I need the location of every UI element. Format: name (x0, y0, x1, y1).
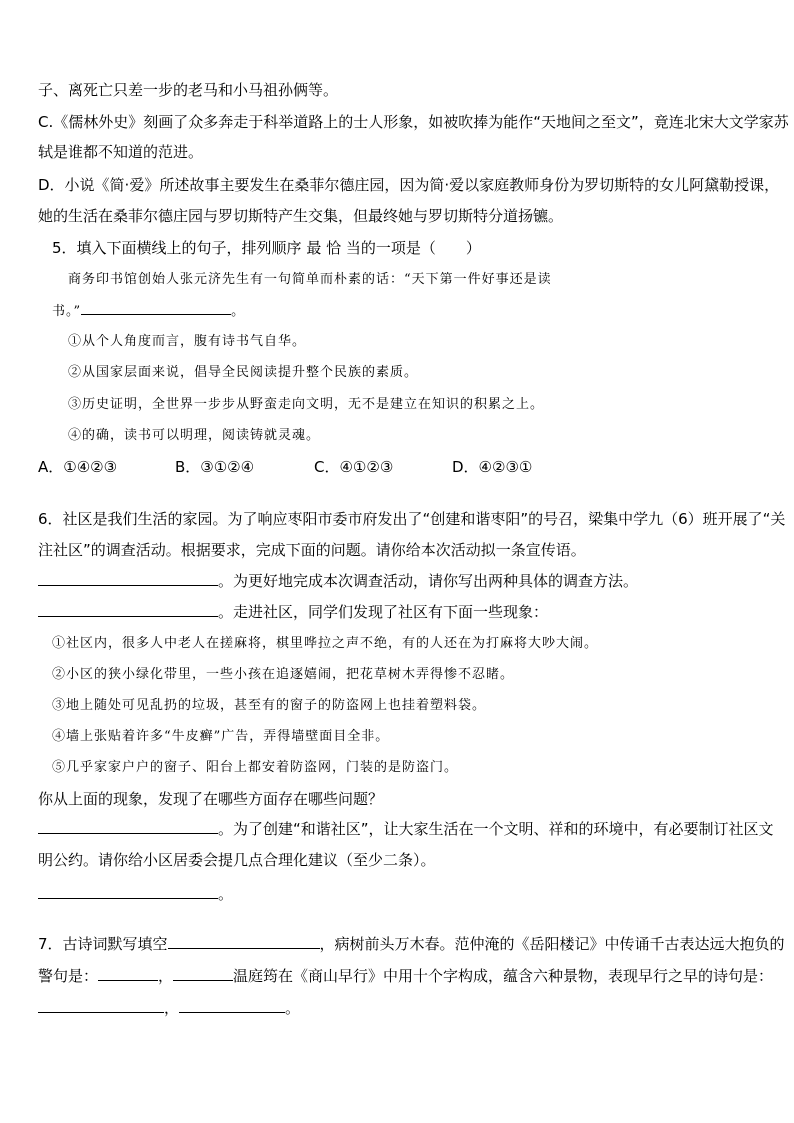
q5-option-d[interactable]: D．④②③① (452, 458, 533, 476)
q7-text: 警句是： (38, 967, 99, 985)
answer-blank[interactable] (98, 966, 158, 981)
q6-phenomenon: ⑤几乎家家户户的窗子、阳台上都安着防盗网，门装的是防盗门。 (52, 760, 459, 775)
q5-option-c[interactable]: C．④①②③ (314, 458, 394, 476)
q6-text-line: 6．社区是我们生活的家园。为了响应枣阳市委市府发出了“创建和谐枣阳”的号召，梁集中学九（6）班开展了“关 (38, 510, 786, 528)
q5-option-a[interactable]: A．①④②③ (38, 458, 118, 476)
q5-sentence: ②从国家层面来说，倡导全民阅读提升整个民族的素质。 (68, 365, 419, 380)
answer-blank[interactable] (168, 934, 320, 949)
q6-text-line (38, 602, 548, 622)
q5-option-b[interactable]: B．③①②④ (175, 458, 255, 476)
q7-text: 7．古诗词默写填空 (38, 935, 168, 953)
q6-text: 。为更好地完成本次调查活动，请你写出两种具体的调查方法。 (218, 572, 639, 590)
q6-text-line: 注社区”的调查活动。根据要求，完成下面的问题。请你给本次活动拟一条宣传语。 (38, 541, 586, 559)
q6-text-line (38, 884, 233, 904)
q7-text-line (38, 966, 773, 986)
q7-text-line (38, 934, 785, 954)
q5-sentence: ①从个人角度而言，腹有诗书气自华。 (68, 334, 307, 349)
q6-text-line: 明公约。请你给小区居委会提几点合理化建议（至少二条）。 (38, 851, 436, 869)
q7-text: 。 (285, 999, 301, 1017)
q6-text-line (38, 571, 638, 591)
answer-blank[interactable] (38, 884, 218, 899)
q5-passage-text: 。 (231, 304, 246, 319)
q6-phenomenon: ④墙上张贴着许多“牛皮癣”广告，弄得墙壁面目全非。 (52, 729, 390, 744)
q5-passage-text: 书。” (52, 304, 82, 319)
answer-blank[interactable] (81, 300, 231, 315)
q5-passage-line: 商务印书馆创始人张元济先生有一句简单而朴素的话：“天下第一件好事还是读 (68, 272, 552, 287)
q6-phenomenon: ③地上随处可见乱扔的垃圾，甚至有的窗子的防盗网上也挂着塑料袋。 (52, 698, 487, 713)
q6-text-line (38, 819, 774, 839)
q4-option-d-line: 她的生活在桑菲尔德庄园与罗切斯特产生交集，但最终她与罗切斯特分道扬镳。 (38, 207, 564, 225)
q6-phenomenon: ①社区内，很多人中老人在搓麻将，棋里哗拉之声不绝，有的人还在为打麻将大吵大闹。 (52, 636, 599, 651)
q7-text: ， (164, 999, 180, 1017)
q5-sentence: ④的确，读书可以明理，阅读铸就灵魂。 (68, 428, 321, 443)
answer-blank[interactable] (38, 571, 218, 586)
q4-option-c-line: 轼是谁都不知道的范进。 (38, 143, 204, 161)
q4-option-d-line: D．小说《简·爱》所述故事主要发生在桑菲尔德庄园，因为简·爱以家庭教师身份为罗切斯特的女儿阿黛勒授课， (38, 176, 780, 194)
q5-stem: 5．填入下面横线上的句子，排列顺序 最 恰 当的一项是（ ） (52, 239, 481, 257)
q6-text-line: 你从上面的现象，发现了在哪些方面存在哪些问题？ (38, 790, 384, 808)
q6-text: 。 (218, 885, 234, 903)
answer-blank[interactable] (38, 602, 218, 617)
q7-text: ，病树前头万木春。范仲淹的《岳阳楼记》中传诵千古表达远大抱负的 (319, 935, 785, 953)
answer-blank[interactable] (179, 998, 285, 1013)
q5-passage-line (52, 300, 245, 322)
q5-sentence: ③历史证明，全世界一步步从野蛮走向文明，无不是建立在知识的积累之上。 (68, 397, 545, 412)
q6-text: 。走进社区，同学们发现了社区有下面一些现象： (218, 603, 549, 621)
q6-phenomenon: ②小区的狭小绿化带里，一些小孩在追逐嬉闹，把花草树木弄得惨不忍睹。 (52, 667, 515, 682)
q7-text-line (38, 998, 300, 1018)
answer-blank[interactable] (38, 998, 164, 1013)
q4-text-line: 子、离死亡只差一步的老马和小马祖孙俩等。 (38, 81, 339, 99)
q6-text: 。为了创建“和谐社区”，让大家生活在一个文明、祥和的环境中，有必要制订社区文 (218, 820, 774, 838)
answer-blank[interactable] (38, 819, 218, 834)
q7-text: ， (158, 967, 174, 985)
q7-text: 温庭筠在《商山早行》中用十个字构成，蕴含六种景物，表现早行之早的诗句是： (233, 967, 774, 985)
q4-option-c-line: C.《儒林外史》刻画了众多奔走于科举道路上的士人形象，如被吹捧为能作“天地间之至文”，竟连北宋大文学家苏 (38, 113, 789, 131)
answer-blank[interactable] (173, 966, 233, 981)
